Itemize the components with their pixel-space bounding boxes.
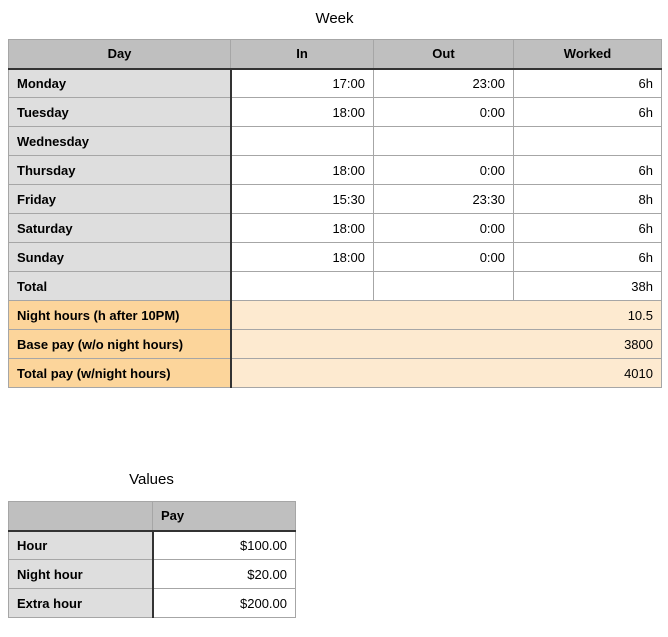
cell-total-in[interactable] xyxy=(231,272,374,301)
values-row-extra-hour xyxy=(9,589,296,618)
cell-wednesday-in[interactable] xyxy=(231,127,374,156)
values-table xyxy=(8,501,296,618)
cell-wednesday-out[interactable] xyxy=(374,127,514,156)
cell-wednesday-worked[interactable] xyxy=(514,127,662,156)
cell-sunday-out[interactable]: 0:00 xyxy=(374,243,514,272)
summary-row-total-pay xyxy=(9,359,662,388)
week-row-sunday xyxy=(9,243,662,272)
cell-night-hour-pay[interactable]: $20.00 xyxy=(153,560,296,589)
week-row-friday xyxy=(9,185,662,214)
header-in[interactable]: In xyxy=(231,40,374,69)
cell-monday-worked[interactable]: 6h xyxy=(514,69,662,98)
values-header-row xyxy=(9,502,296,531)
cell-night-hours-label[interactable]: Night hours (h after 10PM) xyxy=(9,301,231,330)
cell-monday-in[interactable]: 17:00 xyxy=(231,69,374,98)
cell-thursday-in[interactable]: 18:00 xyxy=(231,156,374,185)
week-row-total xyxy=(9,272,662,301)
cell-wednesday-day[interactable]: Wednesday xyxy=(9,127,231,156)
cell-base-pay-label[interactable]: Base pay (w/o night hours) xyxy=(9,330,231,359)
cell-hour-label[interactable]: Hour xyxy=(9,531,153,560)
cell-thursday-worked[interactable]: 6h xyxy=(514,156,662,185)
cell-tuesday-out[interactable]: 0:00 xyxy=(374,98,514,127)
cell-total-label[interactable]: Total xyxy=(9,272,231,301)
cell-saturday-in[interactable]: 18:00 xyxy=(231,214,374,243)
week-row-monday xyxy=(9,69,662,98)
cell-total-worked[interactable]: 38h xyxy=(514,272,662,301)
cell-monday-day[interactable]: Monday xyxy=(9,69,231,98)
cell-base-pay-value[interactable]: 3800 xyxy=(231,330,662,359)
header-values-blank[interactable] xyxy=(9,502,153,531)
cell-total-out[interactable] xyxy=(374,272,514,301)
header-worked[interactable]: Worked xyxy=(514,40,662,69)
cell-saturday-day[interactable]: Saturday xyxy=(9,214,231,243)
cell-total-pay-label[interactable]: Total pay (w/night hours) xyxy=(9,359,231,388)
cell-saturday-out[interactable]: 0:00 xyxy=(374,214,514,243)
cell-friday-out[interactable]: 23:30 xyxy=(374,185,514,214)
cell-tuesday-in[interactable]: 18:00 xyxy=(231,98,374,127)
cell-night-hour-label[interactable]: Night hour xyxy=(9,560,153,589)
cell-thursday-day[interactable]: Thursday xyxy=(9,156,231,185)
week-row-tuesday xyxy=(9,98,662,127)
cell-sunday-worked[interactable]: 6h xyxy=(514,243,662,272)
cell-sunday-in[interactable]: 18:00 xyxy=(231,243,374,272)
header-day[interactable]: Day xyxy=(9,40,231,69)
summary-row-night-hours xyxy=(9,301,662,330)
cell-extra-hour-label[interactable]: Extra hour xyxy=(9,589,153,618)
summary-row-base-pay xyxy=(9,330,662,359)
values-row-night-hour xyxy=(9,560,296,589)
cell-hour-pay[interactable]: $100.00 xyxy=(153,531,296,560)
week-row-saturday xyxy=(9,214,662,243)
values-table-title: Values xyxy=(129,471,174,488)
week-table xyxy=(8,39,662,388)
week-header-row xyxy=(9,40,662,69)
cell-friday-worked[interactable]: 8h xyxy=(514,185,662,214)
header-out[interactable]: Out xyxy=(374,40,514,69)
week-row-thursday xyxy=(9,156,662,185)
week-table-title: Week xyxy=(315,10,354,27)
cell-friday-in[interactable]: 15:30 xyxy=(231,185,374,214)
cell-extra-hour-pay[interactable]: $200.00 xyxy=(153,589,296,618)
cell-night-hours-value[interactable]: 10.5 xyxy=(231,301,662,330)
cell-tuesday-day[interactable]: Tuesday xyxy=(9,98,231,127)
values-row-hour xyxy=(9,531,296,560)
cell-monday-out[interactable]: 23:00 xyxy=(374,69,514,98)
header-pay[interactable]: Pay xyxy=(153,502,296,531)
cell-friday-day[interactable]: Friday xyxy=(9,185,231,214)
cell-sunday-day[interactable]: Sunday xyxy=(9,243,231,272)
cell-saturday-worked[interactable]: 6h xyxy=(514,214,662,243)
cell-total-pay-value[interactable]: 4010 xyxy=(231,359,662,388)
cell-tuesday-worked[interactable]: 6h xyxy=(514,98,662,127)
cell-thursday-out[interactable]: 0:00 xyxy=(374,156,514,185)
week-row-wednesday xyxy=(9,127,662,156)
